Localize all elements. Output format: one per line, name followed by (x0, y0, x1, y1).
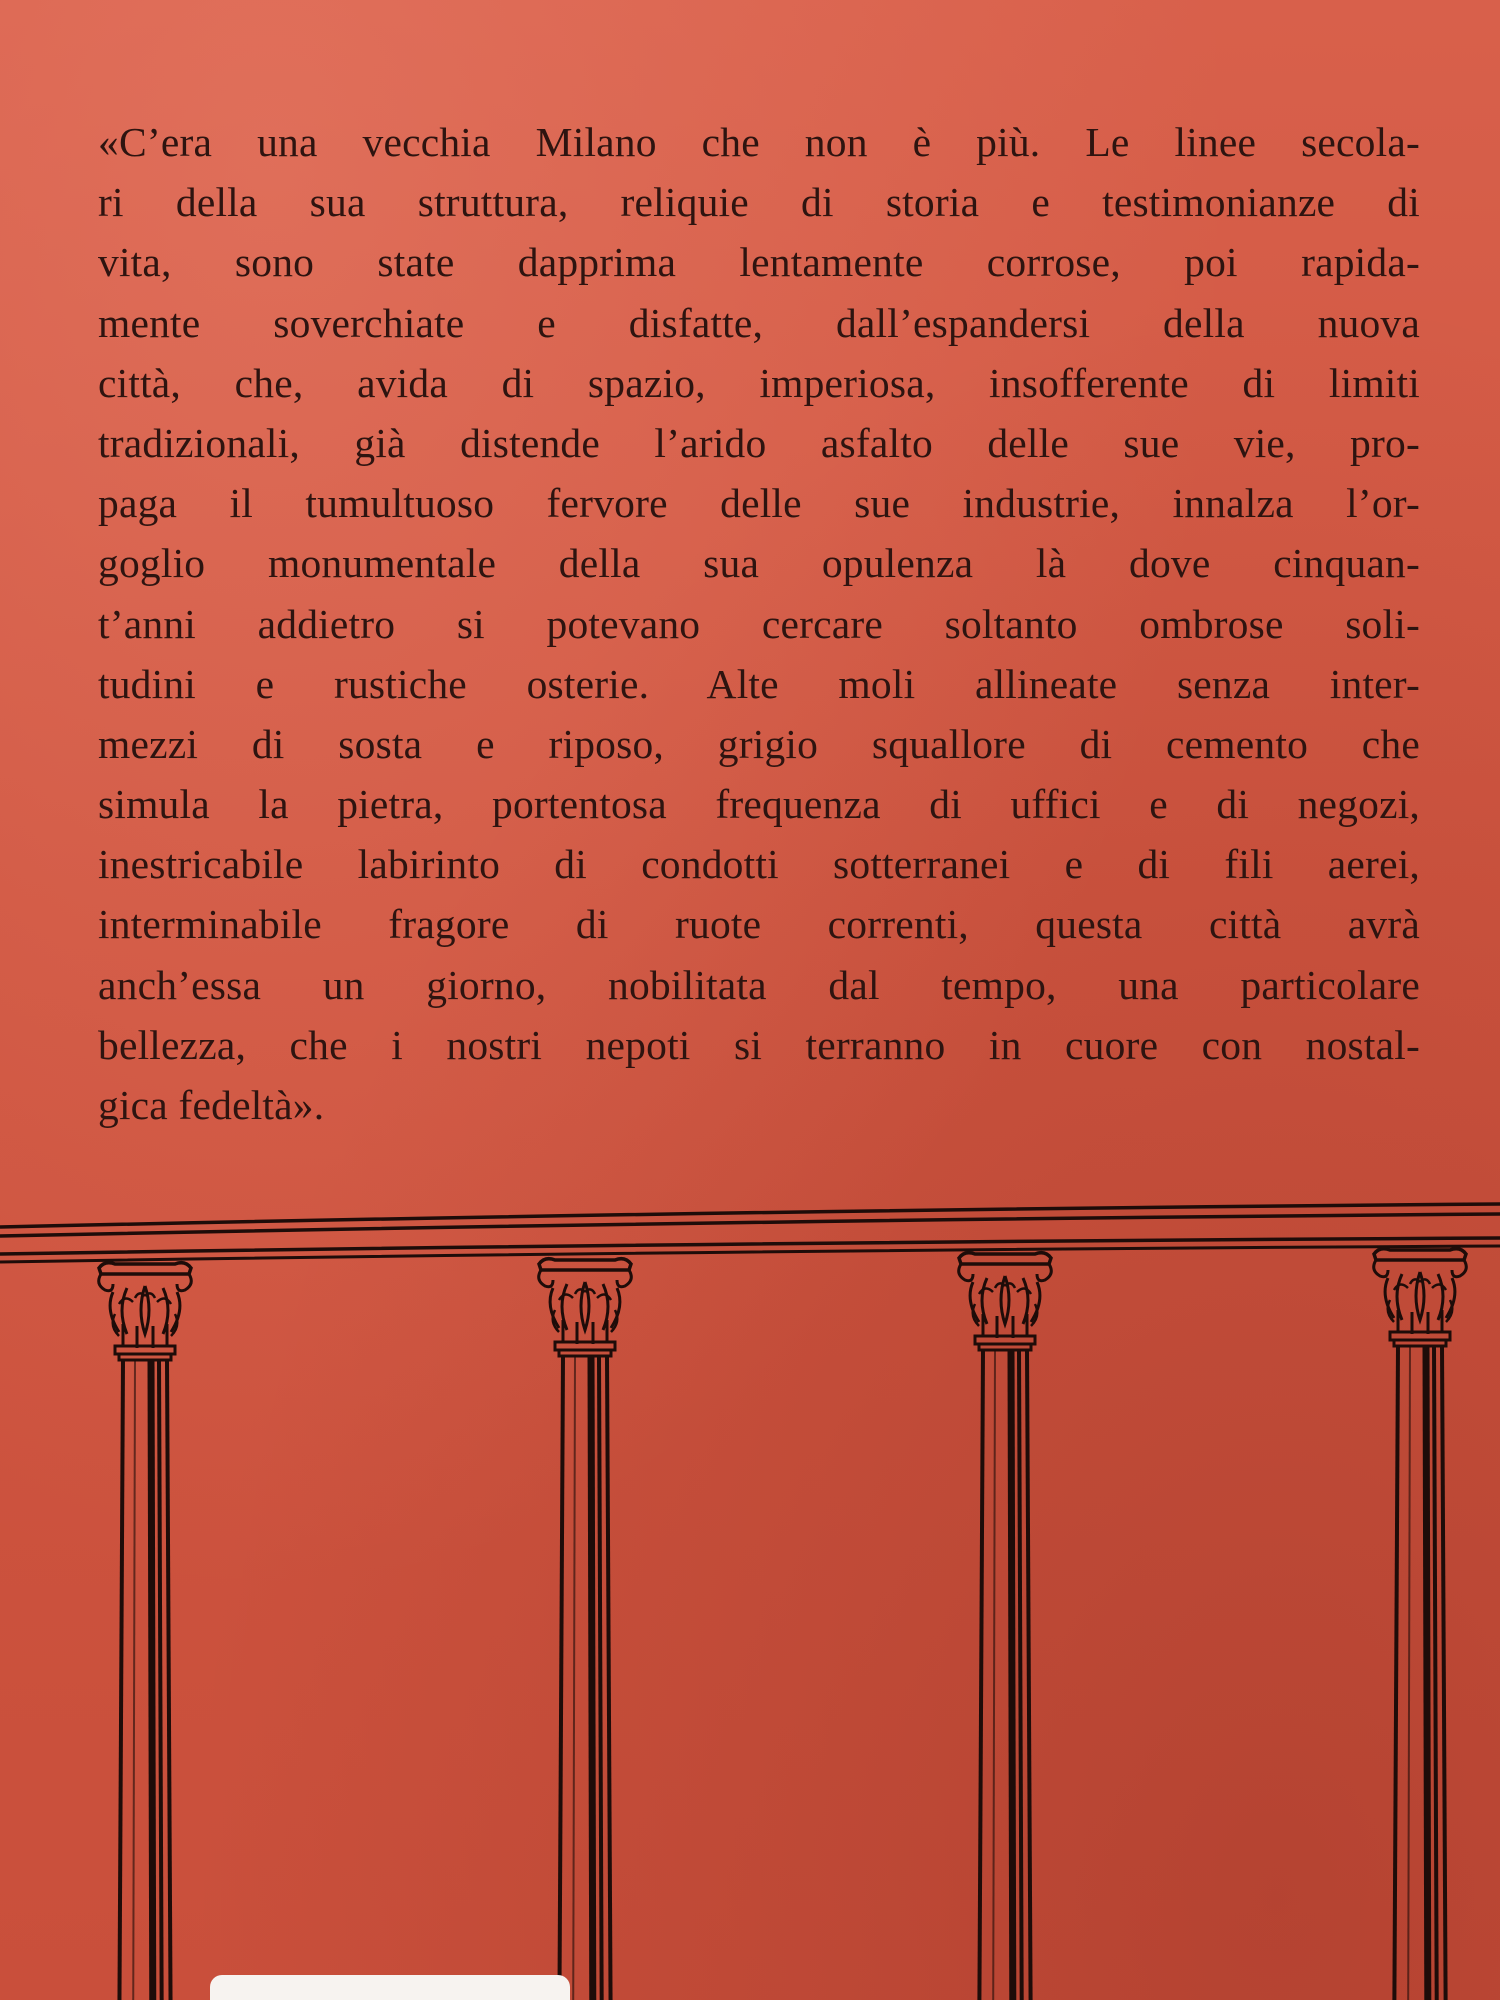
passage-line: ri della sua struttura, reliquie di storia e testimonianze di (98, 179, 1420, 226)
passage-line-last: gica fedeltà». (98, 1082, 325, 1128)
passage-line: inestricabile labirinto di condotti sotterranei e di fili aerei, (98, 841, 1420, 888)
passage-line: paga il tumultuoso fervore delle sue industrie, innalza l’or- (98, 480, 1420, 527)
column (539, 1259, 632, 2000)
passage-line: anch’essa un giorno, nobilitata dal tempo, una particolare (98, 961, 1420, 1008)
passage-line: interminabile fragore di ruote correnti, questa città avrà (98, 901, 1420, 948)
quote-passage (98, 112, 1420, 1135)
passage-line: simula la pietra, portentosa frequenza di uffici e di negozi, (98, 781, 1420, 828)
passage-line: mente soverchiate e disfatte, dall’espandersi della nuova (98, 299, 1420, 346)
passage-line: «C’era una vecchia Milano che non è più. Le linee secola- (98, 119, 1420, 165)
passage-line: tudini e rustiche osterie. Alte moli allineate senza inter- (98, 660, 1420, 707)
colonnade-illustration (0, 1190, 1500, 2000)
price-sticker (210, 1975, 570, 2000)
passage-line: tradizionali, già distende l’arido asfalto delle sue vie, pro- (98, 419, 1420, 466)
column (99, 1263, 192, 2000)
passage-line: mezzi di sosta e riposo, grigio squallore di cemento che (98, 720, 1420, 767)
column (959, 1253, 1052, 2000)
passage-line: bellezza, che i nostri nepoti si terranno in cuore con nostal- (98, 1021, 1420, 1068)
passage-line: città, che, avida di spazio, imperiosa, insofferente di limiti (98, 359, 1420, 406)
passage-line: vita, sono state dapprima lentamente corrose, poi rapida- (98, 239, 1420, 286)
passage-line: t’anni addietro si potevano cercare soltanto ombrose soli- (98, 600, 1420, 647)
column (1374, 1249, 1467, 2000)
passage-line: goglio monumentale della sua opulenza là dove cinquan- (98, 540, 1420, 587)
